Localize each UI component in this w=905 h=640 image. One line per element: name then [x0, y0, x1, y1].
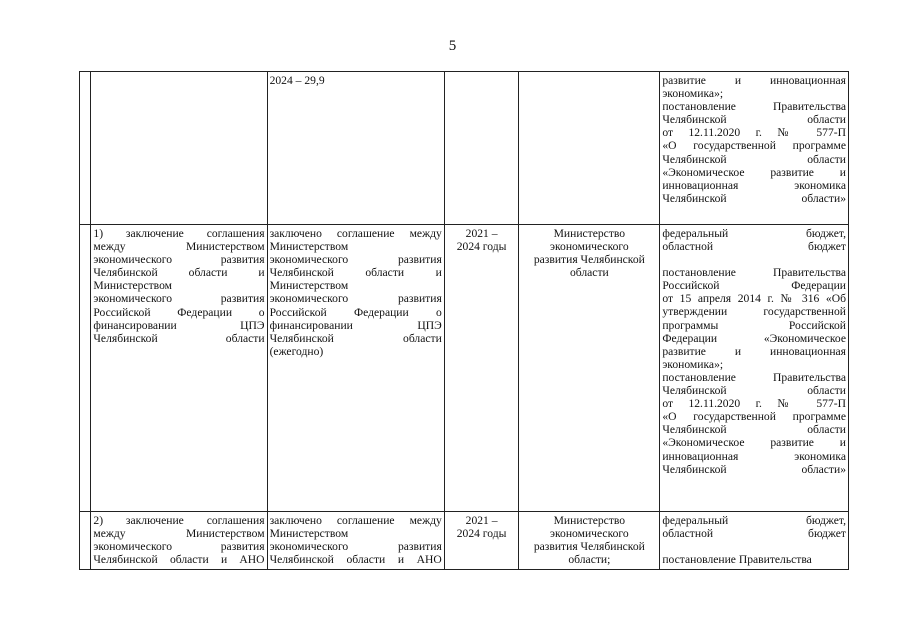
document-table [79, 71, 849, 570]
text-line: «Экономическое развитие и [662, 436, 846, 450]
text-line: экономического развития [269, 253, 442, 267]
text-line: Министерством [269, 527, 349, 541]
text-line: от 12.11.2020 г. № 577-П [662, 126, 846, 140]
text-line: экономика»; [662, 87, 724, 101]
text-line: экономического [550, 240, 629, 254]
text-line: федеральный бюджет, [662, 227, 846, 240]
text-line: развития Челябинской [533, 253, 645, 267]
legal-basis [662, 553, 846, 566]
text-line: области; [568, 553, 611, 567]
table-row [80, 512, 849, 570]
text-line: Министерством [269, 279, 349, 293]
period-cell [444, 225, 519, 512]
text-line: Министерством [269, 240, 349, 254]
text-line: 2024 годы [456, 527, 507, 541]
text-line: области [569, 266, 609, 280]
text-line: экономического развития [269, 540, 442, 554]
row-index-cell [80, 225, 91, 512]
text-line: развитие и инновационная [662, 344, 846, 358]
text-line: Челябинской области [662, 384, 846, 398]
text-line: Министерство [553, 227, 626, 240]
table-row [80, 225, 849, 512]
text-line: заключено соглашение между [269, 227, 442, 240]
text-line: экономического развития [93, 540, 265, 554]
period-cell [444, 72, 519, 225]
text-line: Российской Федерации [662, 279, 846, 293]
text-line: Челябинской области [269, 331, 442, 345]
funding-source [662, 514, 846, 540]
text-line: «О государственной программе [662, 139, 846, 153]
page-number: 5 [448, 38, 457, 54]
text-line: между Министерством [93, 240, 265, 254]
text-line: экономического развития [93, 253, 265, 267]
text-line: развитие и инновационная [662, 74, 846, 87]
text-line: Российской Федерации о [93, 305, 265, 319]
measure-cell [91, 72, 267, 225]
text-line: областной бюджет [662, 240, 846, 254]
text-line: постановление Правительства [662, 100, 846, 114]
text-line: федеральный бюджет, [662, 514, 846, 527]
text-line: от 15 апреля 2014 г. № 316 «Об [662, 292, 846, 306]
text-line: инновационная экономика [662, 178, 846, 192]
text-line: финансировании ЦПЭ [269, 318, 442, 332]
text-line: программы Российской [662, 318, 846, 332]
text-line: экономического развития [269, 292, 442, 306]
text-line: экономического развития [93, 292, 265, 306]
text-line: Челябинской области [662, 113, 846, 127]
period-cell [444, 512, 519, 570]
text-line: экономического [550, 527, 629, 541]
text-line: «Экономическое развитие и [662, 165, 846, 179]
measure-cell [91, 225, 267, 512]
responsible-cell [519, 72, 660, 225]
responsible-cell [519, 512, 660, 570]
measure-cell [91, 512, 267, 570]
text-line: от 12.11.2020 г. № 577-П [662, 397, 846, 411]
legal-basis [662, 266, 846, 476]
text-line: Министерство [553, 514, 626, 527]
result-cell [267, 72, 444, 225]
text-line: постановление Правительства [662, 553, 812, 567]
row-index-cell [80, 512, 91, 570]
text-line: 2024 годы [456, 240, 507, 254]
text-line: 2021 – [465, 514, 498, 527]
text-line: Министерством [93, 279, 172, 293]
text-line: Российской Федерации о [269, 305, 442, 319]
text-line: 1) заключение соглашения [93, 227, 265, 240]
text-line: постановление Правительства [662, 370, 846, 384]
text-line: областной бюджет [662, 527, 846, 541]
funding-source [662, 227, 846, 253]
text-line: 2021 – [465, 227, 498, 240]
text-line: Челябинской области [93, 331, 265, 345]
result-cell [267, 225, 444, 512]
result-cell [267, 512, 444, 570]
text-line: Челябинской области [662, 423, 846, 437]
text-line: Федерации «Экономическое [662, 331, 846, 345]
text-line: финансировании ЦПЭ [93, 318, 265, 332]
text-line: Челябинской области» [662, 191, 846, 205]
text-line: «О государственной программе [662, 410, 846, 424]
text-line: между Министерством [93, 527, 265, 541]
text-line: Челябинской области и [93, 266, 265, 280]
text-line: утверждении государственной [662, 305, 846, 319]
text-line: инновационная экономика [662, 449, 846, 463]
text-line: Челябинской области и [269, 266, 442, 280]
text-line: Челябинской области и АНО [93, 553, 265, 567]
text-line: Челябинской области» [662, 462, 846, 476]
text-line: Челябинской области [662, 152, 846, 166]
table-row [80, 72, 849, 225]
row-index-cell [80, 72, 91, 225]
source-cell [660, 225, 849, 512]
text-line: постановление Правительства [662, 266, 846, 280]
text-line: 2024 – 29,9 [269, 74, 325, 87]
text-line: экономика»; [662, 357, 724, 371]
text-line: заключено соглашение между [269, 514, 442, 527]
responsible-cell [519, 225, 660, 512]
source-cell [660, 512, 849, 570]
source-cell [660, 72, 849, 225]
text-line: развития Челябинской [533, 540, 645, 554]
text-line: (ежегодно) [269, 344, 324, 358]
text-line: Челябинской области и АНО [269, 553, 442, 567]
text-line: 2) заключение соглашения [93, 514, 265, 527]
